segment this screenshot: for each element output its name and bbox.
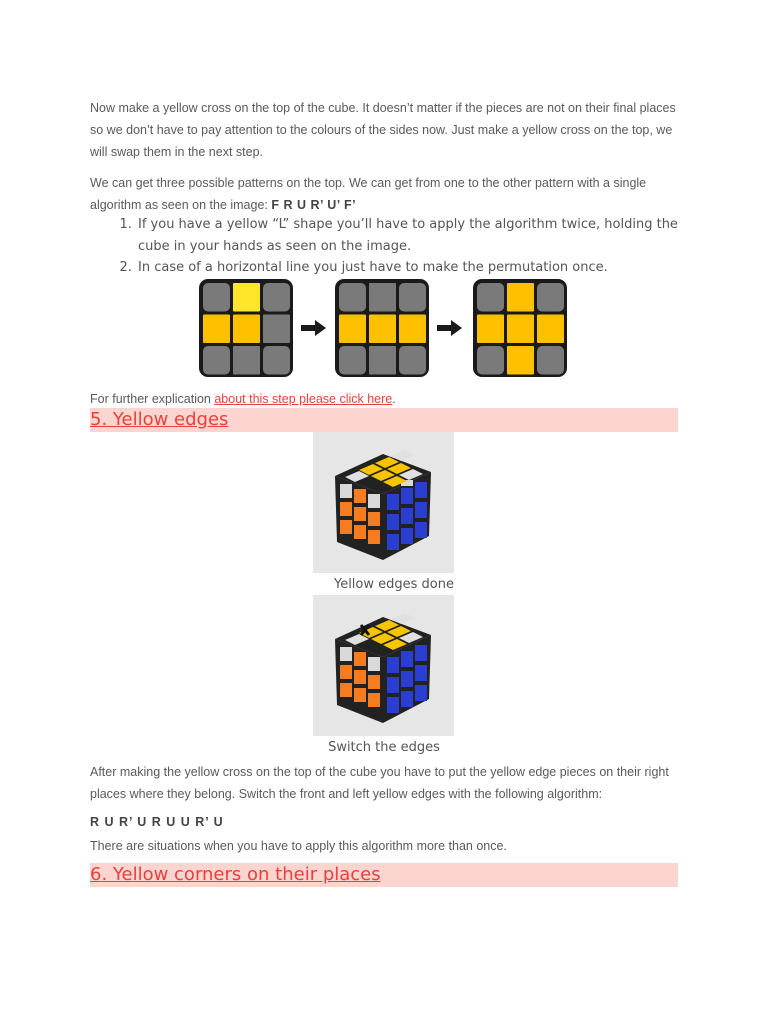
further-info: For further explication about this step please click here. [90,392,396,406]
pattern-l-shape [198,278,294,378]
cube-photo-switch-edges [313,595,454,736]
gray-cell [537,283,564,312]
gray-cell [537,346,564,375]
yellow-cell [233,315,260,344]
gray-cell [233,346,260,375]
photo-caption: Switch the edges [328,740,440,755]
gray-cell [399,346,426,375]
algorithm-text: F R U R’ U’ F’ [271,198,357,212]
gray-cell [203,346,230,375]
yellow-cell [369,315,396,344]
gray-cell [203,283,230,312]
gray-cell [399,283,426,312]
cube-photo-yellow-edges-done [313,432,454,573]
yellow-cell [339,315,366,344]
list-item: 2. In case of a horizontal line you just have to make the permutation once. [136,257,696,279]
gray-cell [369,283,396,312]
section-heading-yellow-corners[interactable]: 6. Yellow corners on their places [90,863,678,887]
pattern-diagram [198,278,578,378]
edges-note: There are situations when you have to apply this algorithm more than once. [90,839,507,853]
right-arrow-icon [299,318,327,338]
patterns-paragraph: We can get three possible patterns on the top. We can get from one to the other pattern with a single algorithm as seen on the image: F R U R’ U’ F’ [90,176,647,212]
edges-algorithm: R U R’ U R U U R’ U [90,815,224,829]
yellow-cell [399,315,426,344]
edges-paragraph: After making the yellow cross on the top of the cube you have to put the yellow edge pieces on their right places where they belong. Switch the front and left yellow edges with the following algorithm: [90,765,669,801]
list-item: 1. If you have a yellow “L” shape you’ll have to apply the algorithm twice, holding the cube in your hands as seen on the image. [136,214,696,257]
gray-cell [369,346,396,375]
gray-cell [263,315,290,344]
yellow-cell [233,283,260,312]
yellow-cell [537,315,564,344]
gray-cell [477,346,504,375]
further-link[interactable]: about this step please click here [214,392,393,406]
intro-paragraph: Now make a yellow cross on the top of the cube. It doesn’t matter if the pieces are not on their final places so we don’t have to pay attention to the colours of the sides now. Just make a yellow cross on the top, we will swap them in the next step. [90,101,676,159]
yellow-cell [477,315,504,344]
photo-caption: Yellow edges done [333,577,454,592]
gray-cell [263,346,290,375]
right-arrow-icon [435,318,463,338]
section-heading-yellow-edges[interactable]: 5. Yellow edges [90,408,678,432]
yellow-cell [203,315,230,344]
yellow-cell [507,315,534,344]
yellow-cell [507,346,534,375]
yellow-cell [507,283,534,312]
steps-list [90,214,696,279]
gray-cell [339,283,366,312]
gray-cell [339,346,366,375]
gray-cell [477,283,504,312]
gray-cell [263,283,290,312]
pattern-cross [472,278,568,378]
pattern-line [334,278,430,378]
